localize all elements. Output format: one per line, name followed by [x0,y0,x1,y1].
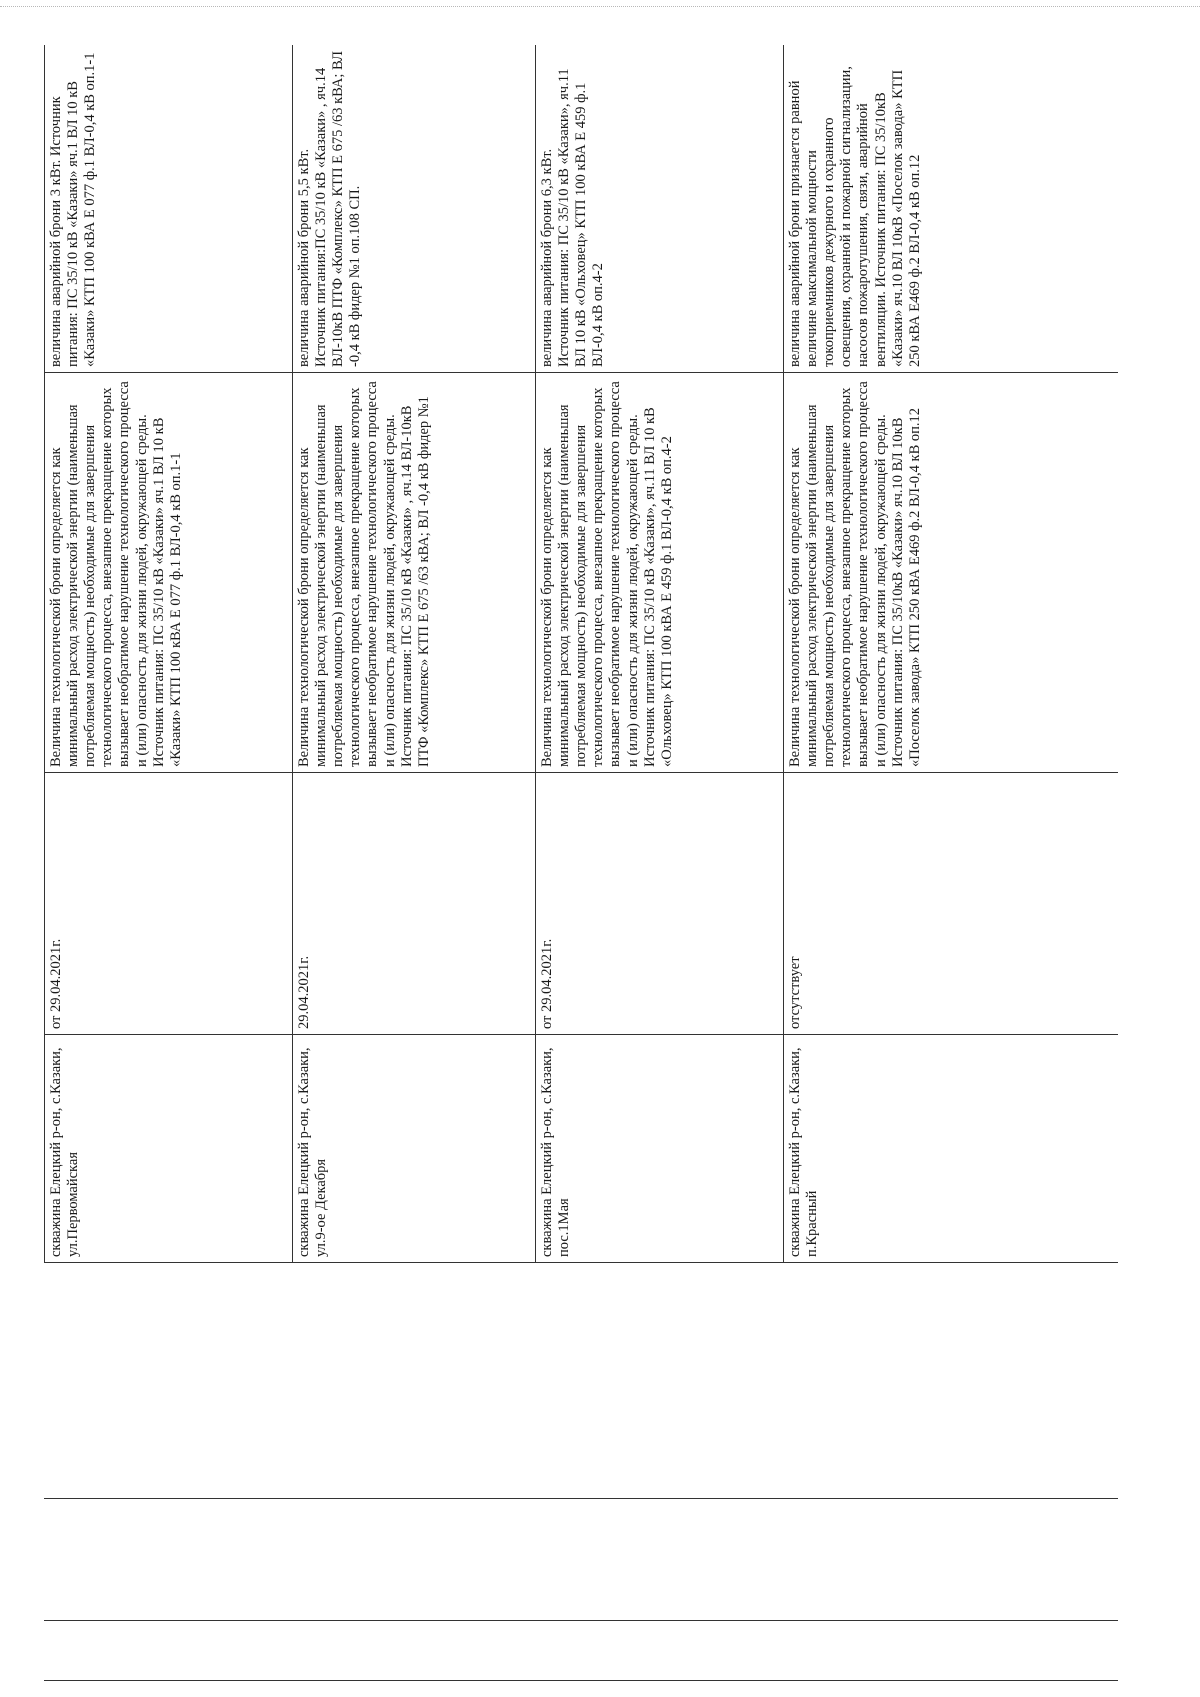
tech-reserve-text: Величина технологической брони определяется как минимальный расход электрической энергии (наименьшая потребляемая мощность) необходимые для завершения технологического процесса, внезапное прекращение которых вызывает необратимое нарушение технологического процесса и (или) опасность для жизни людей, окружающей среды. Источник питания: ПС 35/10кВ «Казаки» яч.10 ВЛ 10кВ «Поселок завода» КТП 250 кВА Е469 ф.2 ВЛ-0,4 кВ оп.12 [787,381,923,767]
emergency-reserve-text: величина аварийной брони признается равной величине максимальной мощности токоприемников дежурного и охранного освещения, охранной и пожарной сигнализации, насосов пожаротушения, связи, аварийной вентиляции. Источник питания: ПС 35/10кВ «Казаки» яч.10 ВЛ 10кВ «Поселок завода» КТП 250 кВА Е469 ф.2 ВЛ-0,4 кВ оп.12 [787,66,923,367]
tech-reserve-text: Величина технологической брони определяется как минимальный расход электрической энергии (наименьшая потребляемая мощность) необходимые для завершения технологического процесса, внезапное прекращение которых вызывает необратимое нарушение технологического процесса и (или) опасность для жизни людей, окружающей среды. Источник питания: ПС 35/10 кВ «Казаки», яч.11 ВЛ 10 кВ «Ольховец» КТП 100 кВА Е 459 ф.1 ВЛ-0,4 кВ оп.4-2 [539,381,675,767]
object-cell [293,1035,536,1263]
emergency-reserve-cell [784,45,1119,373]
tech-reserve-cell [45,373,293,773]
separator-line [44,1680,1118,1681]
object-cell [536,1035,784,1263]
tech-reserve-cell [293,373,536,773]
table-row [45,45,293,1263]
separator-line [44,1498,1118,1499]
table-area [44,45,1118,1263]
tech-reserve-cell [536,373,784,773]
reservation-table [44,45,1118,1263]
act-cell [293,773,536,1035]
page-top-edge [0,6,1200,7]
object-text: скважина Елецкий р-он, с.Казаки, ул.Первомайская [48,1047,82,1257]
act-text: от 29.04.2021г. [48,938,64,1029]
table-row [784,45,1119,1263]
act-text: 29.04.2021г. [296,955,312,1029]
act-cell [784,773,1119,1035]
table-row [293,45,536,1263]
emergency-reserve-cell [536,45,784,373]
rotated-table-wrapper [44,45,1118,1263]
tech-reserve-text: Величина технологической брони определяется как минимальный расход электрической энергии (наименьшая потребляемая мощность) необходимые для завершения технологического процесса, внезапное прекращение которых вызывает необратимое нарушение технологического процесса и (или) опасность для жизни людей, окружающей среды. Источник питания: ПС 35/10 кВ «Казаки» яч.1 ВЛ 10 кВ «Казаки» КТП 100 кВА Е 077 ф.1 ВЛ-0,4 кВ оп.1-1 [48,381,184,767]
object-cell [45,1035,293,1263]
object-text: скважина Елецкий р-он, с.Казаки, ул.9-ое Декабря [296,1047,330,1257]
emergency-reserve-cell [45,45,293,373]
emergency-reserve-text: величина аварийной брони 6,3 кВт. Источник питания: ПС 35/10 кВ «Казаки», яч.11 ВЛ 10 кВ «Ольховец» КТП 100 кВА Е 459 ф.1 ВЛ-0,4 кВ оп.4-2 [539,68,607,367]
object-text: скважина Елецкий р-он, с.Казаки, п.Красный [787,1047,821,1257]
emergency-reserve-text: величина аварийной брони 3 кВт. Источник питания: ПС 35/10 кВ «Казаки» яч.1 ВЛ 10 кВ «Казаки» КТП 100 кВА Е 077 ф.1 ВЛ-0,4 кВ оп.1-1 [48,52,99,367]
object-text: скважина Елецкий р-он, с.Казаки, пос.1Мая [539,1047,573,1257]
emergency-reserve-cell [293,45,536,373]
separator-line [44,1620,1118,1621]
emergency-reserve-text: величина аварийной брони 5,5 кВт. Источник питания:ПС 35/10 кВ «Казаки» , яч.14 ВЛ-10кВ ПТФ «Комплекс» КТП Е 675 /63 кВА; ВЛ -0,4 кВ фидер №1 оп.108 СП. [296,50,364,367]
act-text: от 29.04.2021г. [539,938,555,1029]
tech-reserve-cell [784,373,1119,773]
act-text: отсутствует [787,956,803,1029]
act-cell [536,773,784,1035]
table-row [536,45,784,1263]
object-cell [784,1035,1119,1263]
tech-reserve-text: Величина технологической брони определяется как минимальный расход электрической энергии (наименьшая потребляемая мощность) необходимые для завершения технологического процесса, внезапное прекращение которых вызывает необратимое нарушение технологического процесса и (или) опасность для жизни людей, окружающей среды. Источник питания: ПС 35/10 кВ «Казаки» , яч.14 ВЛ-10кВ ПТФ «Комплекс» КТП Е 675 /63 кВА; ВЛ -0,4 кВ фидер №1 [296,381,432,767]
act-cell [45,773,293,1035]
